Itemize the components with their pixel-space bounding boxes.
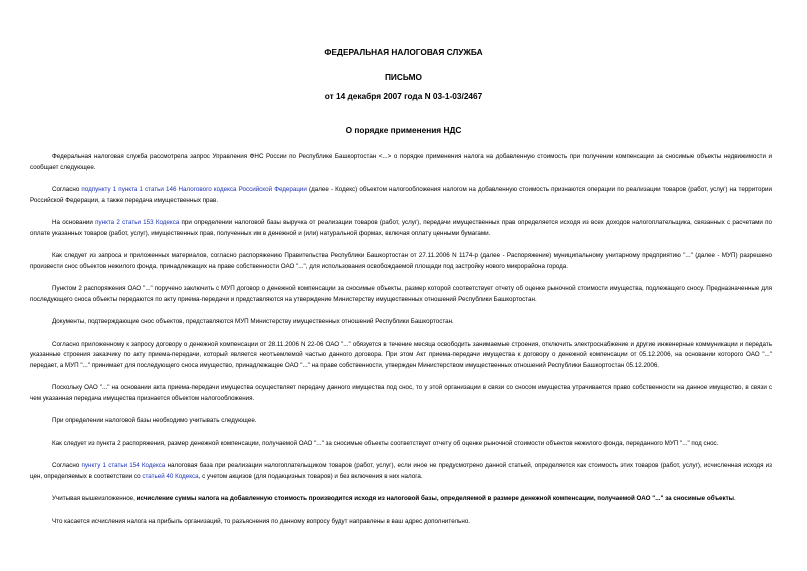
- paragraph-text: Согласно: [52, 462, 82, 469]
- link-article-154[interactable]: пункту 1 статьи 154 Кодекса: [81, 462, 166, 469]
- paragraph-article-154: [30, 461, 772, 482]
- paragraph-compensation-agreement: Согласно приложенному к запросу договору о денежной компенсации от 28.11.2006 N 22-06 ОАО "..." обязуется в течение месяца освободить занимаемые строения, отключить электроснабжение и другие инженерные коммуникации и передать указанные строения заказчику по акту приема-передачи, который является неотъемлемой частью данного договора. При этом Акт приема-передачи имущества к договору о денежной компенсации от 05.12.2006, на основании которого ОАО "..." передает, а МУП "..." принимает для последующего сноса имущество, принадлежащее ОАО "..." на праве собственности, утвержден Министерством имущественных отношений Республики Башкортостан 05.12.2006.: [30, 340, 772, 369]
- link-article-40[interactable]: статьей 40 Кодекса: [142, 472, 199, 480]
- paragraph-demolition-documents: Документы, подтверждающие снос объектов, представляются МУП Министерству имущественных отношений Республики Башкортостан.: [52, 318, 454, 325]
- paragraph-text: .: [734, 495, 736, 502]
- link-article-153[interactable]: пункта 2 статьи 153 Кодекса: [95, 219, 180, 226]
- paragraph-text: Согласно: [52, 186, 82, 193]
- paragraph-text: На основании: [52, 219, 96, 226]
- paragraph-government-order: Как следует из запроса и приложенных материалов, согласно распоряжению Правительства Республики Башкортостан от 27.11.2006 N 1174-р (далее - Распоряжение) муниципальному унитарному предприятию "..." (далее - МУП) разрешено произвести снос объектов нежилого фонда, принадлежащих на праве собственности ОАО "...", для использования освобождаемой площади под застройку нового микрорайона города.: [30, 252, 772, 270]
- paragraph-conclusion: [30, 494, 772, 505]
- paragraph-text: налоговая база при реализации налогоплательщиком товаров (работ, услуг), если иное не предусмотрено данной статьей, определяется как стоимость этих товаров (работ, услуг), исчисленная исходя из цен, определяемых в соответствии со: [30, 462, 773, 480]
- paragraph-text: , с учетом акцизов (для подакцизных товаров) и без включения в них налога.: [198, 472, 423, 480]
- document-type: ПИСЬМО: [384, 72, 423, 82]
- letter-body: [30, 152, 772, 539]
- paragraph-compensation-amount: Как следует из пункта 2 распоряжения, размер денежной компенсации, получаемой ОАО "..." за сносимые объекты соответствует отчету об оценке рыночной стоимости объектов нежилого фонда, переданного МУП "..." под снос.: [52, 439, 719, 447]
- conclusion-bold-text: исчисление суммы налога на добавленную стоимость производится исходя из налоговой базы, определяемой в размере денежной компенсации, получаемой ОАО "..." за сносимые объекты: [136, 495, 735, 502]
- paragraph-transfer-of-property: Поскольку ОАО "..." на основании акта приема-передачи имущества осуществляет передачу данного имущества под снос, то у этой организации в связи со сносом имущества утрачивается право собственности на данное имущество, в связи с чем указанная передача имущества признается объектом налогообложения.: [30, 384, 772, 402]
- organization-title: ФЕДЕРАЛЬНАЯ НАЛОГОВАЯ СЛУЖБА: [324, 47, 483, 57]
- paragraph-text: (далее - Кодекс) объектом налогообложения налогом на добавленную стоимость признаются операции по реализации товаров (работ, услуг) на территории Российской Федерации, а также передача имущественных прав.: [30, 186, 772, 204]
- paragraph-text: при определении налоговой базы выручка от реализации товаров (работ, услуг), передачи имущественных прав определяется исходя из всех доходов налогоплательщика, связанных с расчетами по оплате указанных товаров (работ, услуг), имущественных прав, полученных им в денежной и (или) натуральной формах, включая оплату ценными бумагами.: [30, 219, 772, 237]
- paragraph-order-point-2: Пунктом 2 распоряжения ОАО "..." поручено заключить с МУП договор о денежной компенсации за сносимые объекты, размер которой соответствует отчету об оценке рыночной стоимости имущества, подлежащего сносу. Предназначенные для последующего сноса объекты передаются по акту приема-передачи и представляются на утверждение Министерству имущественных отношений Республики Башкортостан.: [30, 285, 772, 303]
- document-subject: О порядке применения НДС: [345, 125, 462, 135]
- document-date-number: от 14 декабря 2007 года N 03-1-03/2467: [324, 91, 483, 101]
- link-article-146[interactable]: подпункту 1 пункта 1 статьи 146 Налогового кодекса Российской Федерации: [81, 186, 307, 193]
- paragraph-tax-base-revenue: [30, 218, 772, 239]
- paragraph-profit-tax: Что касается исчисления налога на прибыль организаций, то разъяснения по данному вопросу будут направлены в ваш адрес дополнительно.: [52, 517, 471, 525]
- paragraph-intro: Федеральная налоговая служба рассмотрела запрос Управления ФНС России по Республике Башкортостан <...> о порядке применения налога на добавленную стоимость при получении компенсации за сносимые объекты недвижимости и сообщает следующее.: [30, 153, 772, 171]
- paragraph-text: Учитывая вышеизложенное,: [52, 495, 137, 502]
- paragraph-object-of-taxation: [30, 185, 772, 206]
- paragraph-tax-base-note: При определении налоговой базы необходимо учитывать следующее.: [52, 417, 257, 424]
